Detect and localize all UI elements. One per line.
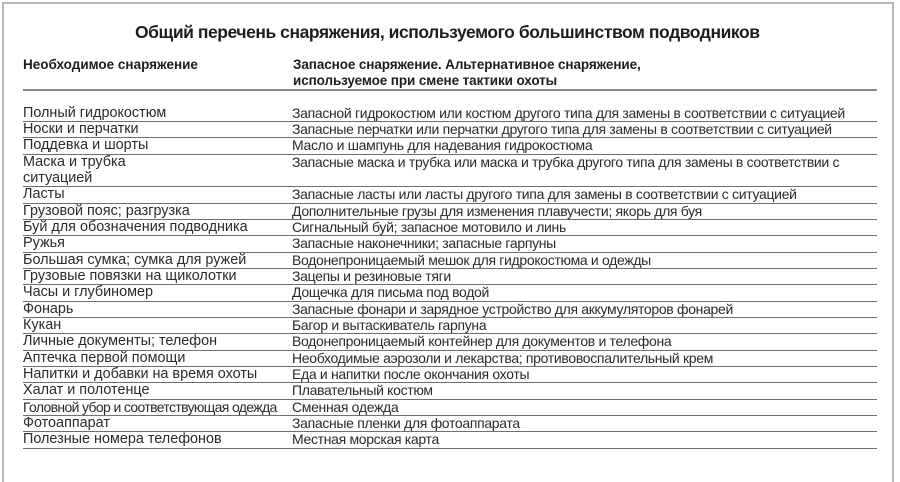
alternative-item: Запасные ласты или ласты другого типа для замены в соответствии с ситуацией <box>292 186 797 203</box>
required-item: Носки и перчатки <box>23 120 139 137</box>
alternative-item: Зацепы и резиновые тяги <box>292 268 451 285</box>
required-item: Грузовой пояс; разгрузка <box>23 202 190 219</box>
required-item: Головной убор и соответствующая одежда <box>23 398 277 415</box>
required-item: Поддевка и шорты <box>23 137 149 154</box>
required-item: Большая сумка; сумка для ружей <box>23 251 247 268</box>
table-row <box>23 400 877 416</box>
table-row <box>23 187 877 203</box>
required-item: Ружья <box>23 235 65 252</box>
column-header-required <box>23 57 198 73</box>
column-header-alternative-line1: Запасное снаряжение. Альтернативное снаряжение, <box>293 57 641 72</box>
alternative-item: Запасные пленки для фотоаппарата <box>292 415 520 432</box>
table-row <box>23 138 877 154</box>
alternative-item: Запасные маска и трубка или маска и трубка другого типа для замены в соответствии с <box>292 153 840 170</box>
header-divider <box>23 89 877 91</box>
table-row <box>23 318 877 334</box>
table-row <box>23 334 877 350</box>
table-row <box>23 155 877 188</box>
required-item: Буй для обозначения подводника <box>23 219 248 235</box>
table-row <box>23 204 877 220</box>
alternative-item: Запасной гидрокостюм или костюм другого типа для замены в соответствии с ситуацией <box>292 104 845 121</box>
table-row <box>23 416 877 432</box>
required-item-overflow: ситуацией <box>23 169 93 186</box>
alternative-item: Масло и шампунь для надевания гидрокостюма <box>292 137 593 154</box>
alternative-item: Местная морская карта <box>292 431 439 448</box>
alternative-item: Еда и напитки после окончания охоты <box>292 366 530 383</box>
alternative-item: Сигнальный буй; запасное мотовило и линь <box>292 219 566 235</box>
required-item: Фонарь <box>23 300 74 317</box>
required-item: Напитки и добавки на время охоты <box>23 366 258 383</box>
alternative-item: Запасные перчатки или перчатки другого типа для замены в соответствии с ситуацией <box>292 120 832 137</box>
required-item: Грузовые повязки на щиколотки <box>23 268 237 285</box>
alternative-item: Запасные наконечники; запасные гарпуны <box>292 235 556 252</box>
column-header-alternative <box>293 57 641 89</box>
required-item: Личные документы; телефон <box>23 333 218 350</box>
required-item: Ласты <box>23 186 65 203</box>
alternative-item: Необходимые аэрозоли и лекарства; противовоспалительный крем <box>292 349 714 366</box>
alternative-item: Багор и вытаскиватель гарпуна <box>292 317 487 334</box>
table-row <box>23 122 877 138</box>
table-row <box>23 285 877 301</box>
required-item: Кукан <box>23 317 62 334</box>
required-item <box>23 155 292 187</box>
required-item: Фотоаппарат <box>23 415 110 432</box>
table-title: Общий перечень снаряжения, используемого большинством подводников <box>135 22 760 42</box>
alternative-item: Дополнительные грузы для изменения плавучести; якорь для буя <box>292 202 702 219</box>
table-row <box>23 351 877 367</box>
table-row <box>23 253 877 269</box>
required-item: Полный гидрокостюм <box>23 104 167 121</box>
column-header-alternative-line2: используемое при смене тактики охоты <box>293 73 558 88</box>
table-row <box>23 106 877 122</box>
column-header-required-label: Необходимое снаряжение <box>23 57 198 72</box>
required-item: Аптечка первой помощи <box>23 349 186 366</box>
required-item-line: Маска и трубка <box>23 153 126 170</box>
alternative-item: Водонепроницаемый мешок для гидрокостюма и одежды <box>292 251 651 268</box>
equipment-table <box>23 106 877 449</box>
alternative-item: Плавательный костюм <box>292 382 433 399</box>
table-row <box>23 269 877 285</box>
alternative-item: Дощечка для письма под водой <box>292 284 490 301</box>
table-row <box>23 367 877 383</box>
alternative-item: Водонепроницаемый контейнер для документов и телефона <box>292 333 672 350</box>
required-item: Полезные номера телефонов <box>23 431 222 448</box>
alternative-item: Сменная одежда <box>292 398 399 415</box>
alternative-item: Запасные фонари и зарядное устройство для аккумуляторов фонарей <box>292 300 733 317</box>
required-item: Часы и глубиномер <box>23 284 153 301</box>
table-row <box>23 383 877 399</box>
required-item: Халат и полотенце <box>23 382 150 399</box>
table-row <box>23 302 877 318</box>
table-row <box>23 220 877 236</box>
table-row <box>23 236 877 252</box>
table-row <box>23 432 877 448</box>
